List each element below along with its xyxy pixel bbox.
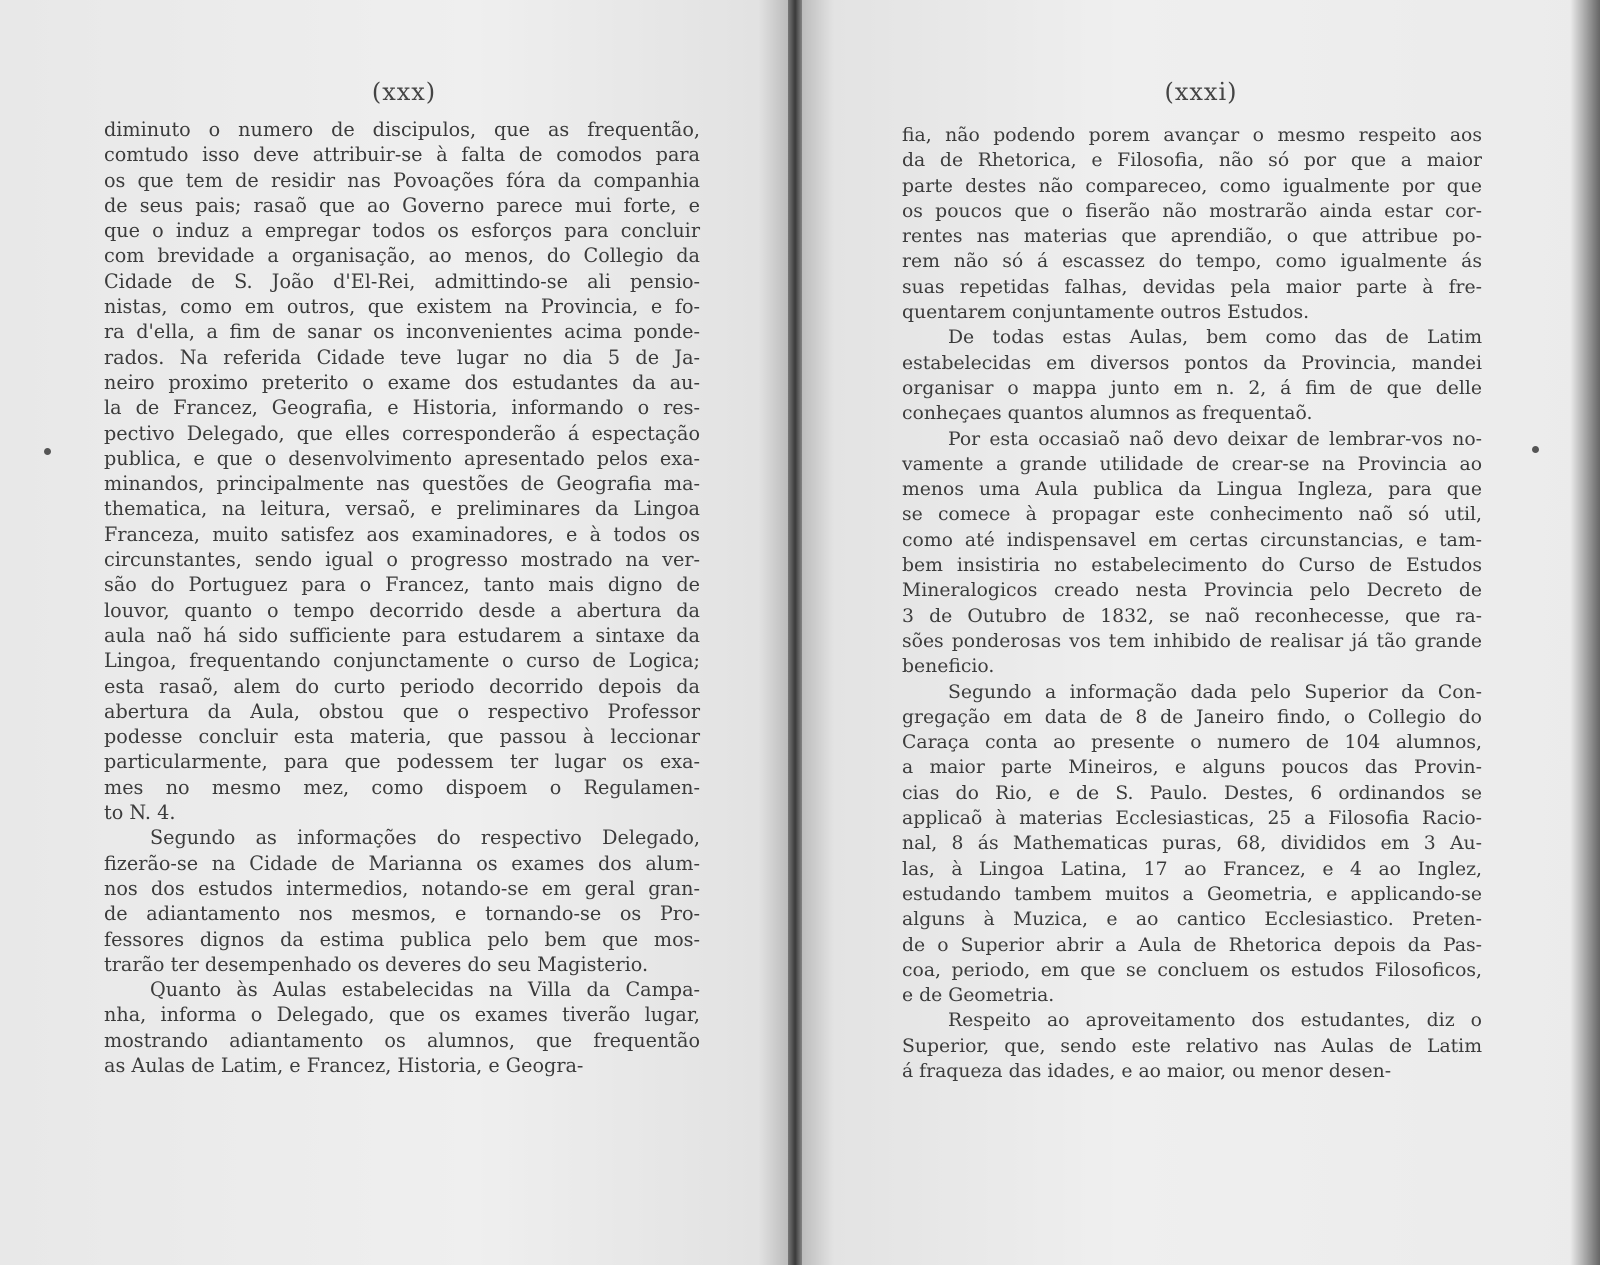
text-line: abertura da Aula, obstou que o respectivo Professor (104, 699, 700, 723)
text-line: parte destes não compareceo, como igualmente por que (902, 175, 1482, 197)
text-line: estabelecidas em diversos pontos da Provincia, mandei (902, 352, 1482, 374)
text-line: da de Rhetorica, e Filosofia, não só por que a maior (902, 150, 1482, 172)
text-line: são do Portuguez para o Francez, tanto mais digno de (104, 573, 700, 597)
text-line: fia, não podendo porem avançar o mesmo respeito aos (902, 125, 1482, 146)
ink-spot-icon (1532, 446, 1539, 453)
text-line: alguns à Muzica, e ao cantico Ecclesiastico. Preten- (902, 909, 1482, 931)
right-page-text (902, 123, 1482, 1084)
text-line: pectivo Delegado, que elles corresponderão á espectação (104, 421, 700, 445)
text-line: coa, periodo, em que se concluem os estudos Filosoficos, (902, 959, 1482, 981)
text-line: rados. Na referida Cidade teve lugar no dia 5 de Ja- (104, 345, 700, 369)
text-line: to N. 4. (104, 801, 176, 825)
text-line: trarão ter desempenhado os deveres do seu Magisterio. (104, 952, 649, 976)
text-line: como até indispensavel em certas circunstancias, e tam- (902, 529, 1482, 551)
text-line: rem não só á escassez do tempo, como igualmente ás (902, 251, 1482, 273)
text-line: las, à Lingoa Latina, 17 ao Francez, e 4 ao Inglez, (902, 858, 1482, 880)
text-line: Quanto às Aulas estabelecidas na Villa da Campa- (150, 978, 700, 1002)
page-edge-shadow (1570, 0, 1600, 1265)
text-line: diminuto o numero de discipulos, que as frequentão, (104, 118, 700, 141)
text-line: nistas, como em outros, que existem na Provincia, e fo- (104, 295, 700, 319)
text-line: mes no mesmo mez, como dispoem o Regulamen- (104, 775, 700, 799)
text-line: os que tem de residir nas Povoações fóra da companhia (104, 168, 700, 192)
page-number-left: (xxx) (371, 78, 437, 106)
text-line: publica, e que o desenvolvimento apresentado pelos exa- (104, 446, 700, 470)
text-line: la de Francez, Geografia, e Historia, informando o res- (104, 396, 700, 420)
text-line: thematica, na leitura, versaõ, e preliminares da Lingoa (104, 497, 700, 521)
text-line: esta rasaõ, alem do curto periodo decorrido depois da (104, 674, 700, 698)
text-line: fessores dignos da estima publica pelo bem que mos- (104, 927, 700, 951)
text-line: gregação em data de 8 de Janeiro findo, o Collegio do (902, 706, 1482, 728)
right-page (802, 0, 1600, 1265)
text-line: Mineralogicos creado nesta Provincia pelo Decreto de (902, 580, 1482, 602)
text-line: que o induz a empregar todos os esforços para concluir (104, 219, 700, 243)
text-line: 3 de Outubro de 1832, se naõ reconhecesse, que ra- (902, 605, 1482, 627)
text-line: bem insistiria no estabelecimento do Curso de Estudos (902, 555, 1482, 577)
text-line: Segundo a informação dada pelo Superior da Con- (948, 681, 1482, 703)
text-line: aula naõ há sido sufficiente para estudarem a sintaxe da (104, 623, 700, 647)
text-line: quentarem conjuntamente outros Estudos. (902, 302, 1310, 324)
text-line: Superior, que, sendo este relativo nas Aulas de Latim (902, 1035, 1482, 1057)
text-line: minandos, principalmente nas questões de Geografia ma- (104, 472, 700, 496)
text-line: as Aulas de Latim, e Francez, Historia, e Geogra- (104, 1053, 584, 1077)
text-line: de seus pais; rasaõ que ao Governo parece mui forte, e (104, 193, 700, 217)
text-line: Respeito ao aproveitamento dos estudantes, diz o (948, 1010, 1482, 1032)
text-line: beneficio. (902, 656, 995, 678)
text-line: nos dos estudos intermedios, notando-se em geral gran- (104, 876, 700, 900)
text-line: cias do Rio, e de S. Paulo. Destes, 6 ordinandos se (902, 782, 1482, 804)
text-line: Por esta occasiaõ naõ devo deixar de lembrar-vos no- (948, 428, 1482, 450)
left-page (0, 0, 790, 1265)
text-line: particularmente, para que podessem ter lugar os exa- (104, 750, 700, 774)
text-line: ra d'ella, a fim de sanar os inconvenientes acima ponde- (104, 320, 700, 344)
text-line: louvor, quanto o tempo decorrido desde a abertura da (104, 598, 700, 622)
text-line: se comece à propagar este conhecimento naõ só util, (902, 504, 1482, 526)
text-line: de adiantamento nos mesmos, e tornando-se os Pro- (104, 902, 700, 926)
text-line: vamente a grande utilidade de crear-se na Provincia ao (902, 453, 1482, 475)
text-line: comtudo isso deve attribuir-se à falta de comodos para (104, 143, 700, 167)
text-line: com brevidade a organisação, ao menos, do Collegio da (104, 244, 700, 268)
text-line: os poucos que o fiserão não mostrarão ainda estar cor- (902, 200, 1482, 222)
text-line: a maior parte Mineiros, e alguns poucos das Provin- (902, 757, 1482, 779)
text-line: estudando tambem muitos a Geometria, e applicando-se (902, 883, 1482, 905)
text-line: suas repetidas falhas, devidas pela maior parte à fre- (902, 276, 1482, 298)
text-line: sões ponderosas vos tem inhibido de realisar já tão grande (902, 630, 1482, 652)
text-line: Caraça conta ao presente o numero de 104 alumnos, (902, 732, 1482, 754)
ink-spot-icon (44, 448, 51, 455)
text-line: De todas estas Aulas, bem como das de Latim (948, 327, 1482, 349)
text-line: á fraqueza das idades, e ao maior, ou menor desen- (902, 1060, 1392, 1082)
text-line: circunstantes, sendo igual o progresso mostrado na ver- (104, 548, 700, 572)
text-line: Cidade de S. João d'El-Rei, admittindo-se ali pensio- (104, 269, 700, 293)
left-page-text (104, 117, 700, 1078)
page-number-right: (xxxi) (1164, 78, 1238, 106)
text-line: organisar o mappa junto em n. 2, á fim de que delle (902, 377, 1482, 399)
text-line: menos uma Aula publica da Lingua Ingleza, para que (902, 479, 1482, 501)
text-line: Franceza, muito satisfez aos examinadores, e à todos os (104, 522, 700, 546)
text-line: nha, informa o Delegado, que os exames tiverão lugar, (104, 1003, 700, 1027)
text-line: mostrando adiantamento os alumnos, que frequentão (104, 1028, 700, 1052)
text-line: neiro proximo preterito o exame dos estudantes da au- (104, 370, 700, 394)
text-line: applicaõ à materias Ecclesiasticas, 25 a Filosofia Racio- (902, 808, 1482, 830)
text-line: Segundo as informações do respectivo Delegado, (150, 826, 700, 850)
text-line: de o Superior abrir a Aula de Rhetorica depois da Pas- (902, 934, 1482, 956)
text-line: conheçaes quantos alumnos as frequentaõ. (902, 403, 1313, 425)
text-line: e de Geometria. (902, 985, 1055, 1007)
text-line: nal, 8 ás Mathematicas puras, 68, divididos em 3 Au- (902, 833, 1482, 855)
text-line: fizerão-se na Cidade de Marianna os exames dos alum- (104, 851, 700, 875)
text-line: podesse concluir esta materia, que passou à leccionar (104, 725, 700, 749)
text-line: Lingoa, frequentando conjunctamente o curso de Logica; (104, 649, 700, 673)
text-line: rentes nas materias que aprendião, o que attribue po- (902, 226, 1482, 248)
